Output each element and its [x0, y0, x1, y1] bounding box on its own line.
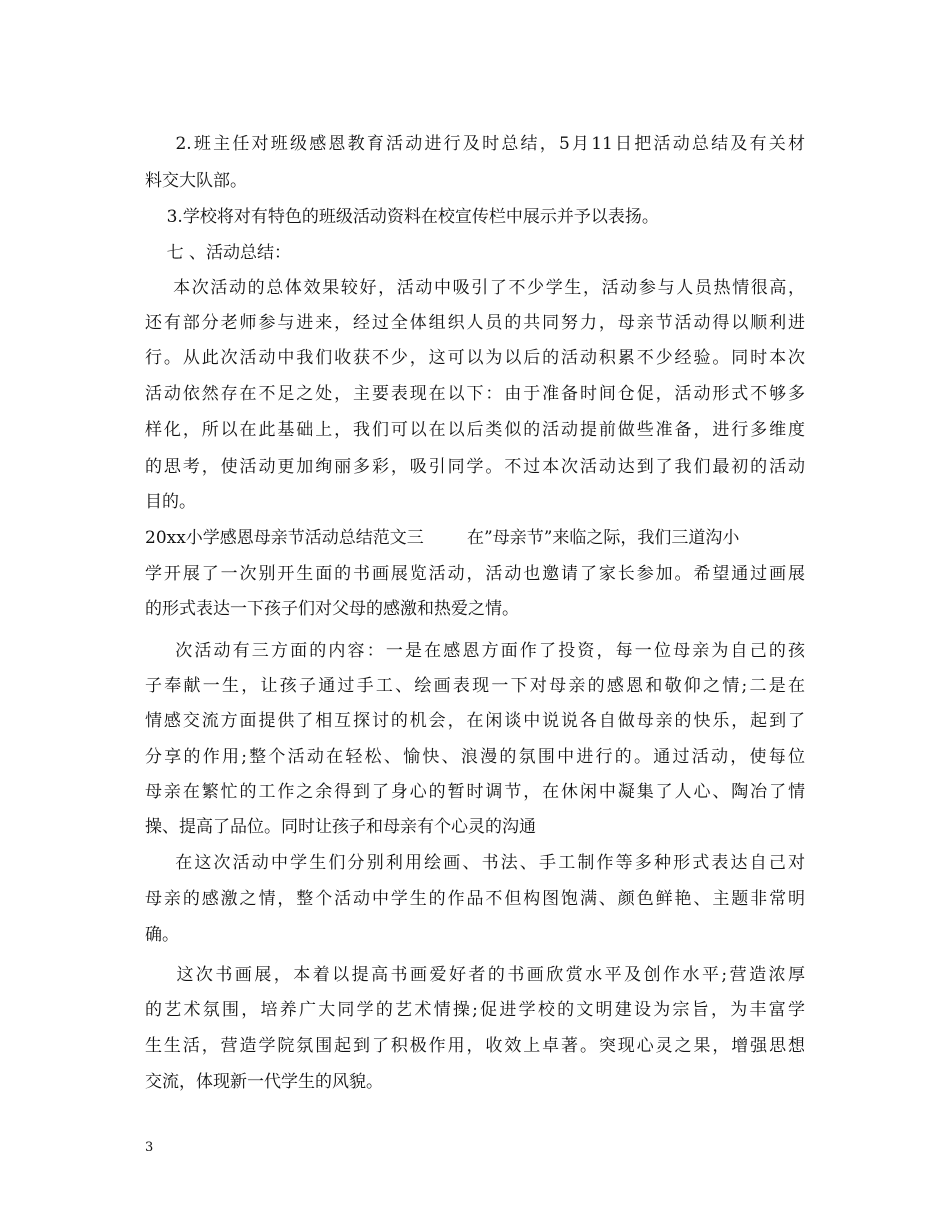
text-line: 分享的作用;整个活动在轻松、愉快、浪漫的氛围中进行的。通过活动，使每位	[145, 747, 805, 767]
text-line: 3.学校将对有特色的班级活动资料在校宣传栏中展示并予以表扬。	[145, 207, 659, 227]
text-line: 料交大队部。	[145, 171, 247, 191]
text-line: 样化，所以在此基础上，我们可以在以后类似的活动提前做些准备，进行多维度	[145, 420, 805, 440]
text-line: 本次活动的总体效果较好，活动中吸引了不少学生，活动参与人员热情很高，	[145, 278, 805, 298]
text-line: 行。从此次活动中我们收获不少，这可以为以后的活动积累不少经验。同时本次	[145, 348, 805, 368]
text-line: 这次书画展，本着以提高书画爱好者的书画欣赏水平及创作水平;营造浓厚	[145, 965, 805, 985]
page-number: 3	[145, 1140, 154, 1155]
text-line: 操、提高了品位。同时让孩子和母亲有个心灵的沟通	[145, 817, 536, 837]
text-line: 活动依然存在不足之处，主要表现在以下：由于准备时间仓促，活动形式不够多	[145, 384, 805, 404]
text-line: 确。	[145, 925, 179, 945]
text-line: 交流，体现新一代学生的风貌。	[145, 1072, 383, 1092]
text-line: 生生活，营造学院氛围起到了积极作用，收效上卓著。突现心灵之果，增强思想	[145, 1036, 805, 1056]
text-line: 还有部分老师参与进来，经过全体组织人员的共同努力，母亲节活动得以顺利进	[145, 313, 805, 333]
text-line: 母亲在繁忙的工作之余得到了身心的暂时调节，在休闲中凝集了人心、陶冶了情	[145, 782, 805, 802]
text-line: 的艺术氛围，培养广大同学的艺术情操;促进学校的文明建设为宗旨，为丰富学	[145, 1000, 805, 1020]
text-line: 的思考，使活动更加绚丽多彩，吸引同学。不过本次活动达到了我们最初的活动	[145, 457, 805, 477]
text-line: 情感交流方面提供了相互探讨的机会，在闲谈中说说各自做母亲的快乐，起到了	[145, 711, 805, 731]
text-line: 20xx小学感恩母亲节活动总结范文三 在”母亲节”来临之际，我们三道沟小	[145, 528, 740, 548]
text-line: 子奉献一生，让孩子通过手工、绘画表现一下对母亲的感恩和敬仰之情;二是在	[145, 676, 805, 696]
text-line: 2.班主任对班级感恩教育活动进行及时总结，5月11日把活动总结及有关材	[145, 134, 805, 154]
text-line: 的形式表达一下孩子们对父母的感激和热爱之情。	[145, 599, 519, 619]
text-line: 目的。	[145, 492, 196, 512]
text-line: 次活动有三方面的内容：一是在感恩方面作了投资，每一位母亲为自己的孩	[145, 641, 805, 661]
text-line: 母亲的感激之情，整个活动中学生的作品不但构图饱满、颜色鲜艳、主题非常明	[145, 889, 805, 909]
text-line: 学开展了一次别开生面的书画展览活动，活动也邀请了家长参加。希望通过画展	[145, 564, 805, 584]
text-line: 七 、活动总结：	[145, 243, 292, 263]
text-line: 在这次活动中学生们分别利用绘画、书法、手工制作等多种形式表达自己对	[145, 853, 805, 873]
